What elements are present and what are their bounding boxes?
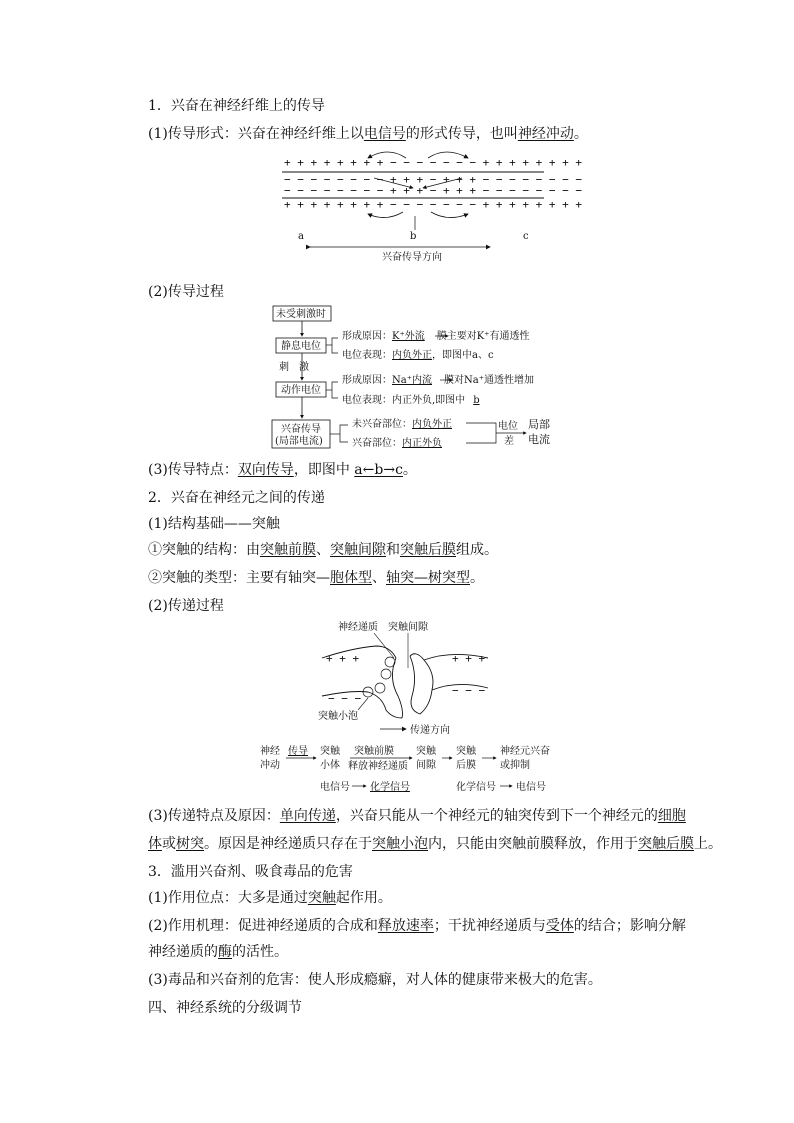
signal-chemical-2: 化学信号	[456, 782, 496, 793]
chain-synaptic-3: 突触	[456, 746, 476, 757]
label-neurotransmitter: 神经递质	[338, 622, 378, 633]
text: 、	[316, 542, 330, 558]
answer-body: 体	[148, 836, 162, 852]
text: 的形式传导，也叫	[405, 126, 518, 142]
text: (3)传递特点及原因：	[148, 808, 280, 824]
chain-terminal: 小体	[320, 760, 340, 771]
fiber-bottom-charges: + + + + + + + + − − − − − − − + + + + + + + +	[284, 198, 583, 211]
signal-electrical-1: 电信号	[320, 782, 350, 793]
conduction-direction-caption: 兴奋传导方向	[382, 252, 442, 263]
answer-cleft: 突触间隙	[330, 542, 386, 558]
answer-cell: 细胞	[657, 808, 686, 824]
text: (1)传导形式：兴奋在神经纤维上以	[148, 126, 364, 142]
chain-nerve: 神经	[260, 746, 280, 757]
current-arrow	[368, 212, 403, 218]
text: 。	[470, 570, 484, 586]
text: ，即图中	[293, 462, 355, 478]
text: 形成原因：	[342, 375, 392, 386]
text: ①突触的结构：由	[148, 542, 260, 558]
text: ②突触的类型：主要有轴突—	[148, 570, 330, 586]
svg-text:电位表现：内负外正，即图中a、c	[342, 348, 494, 361]
section-2-heading: 2．兴奋在神经元之间的传递	[148, 490, 325, 506]
stimulus-label: 刺 激	[279, 362, 309, 373]
answer-sequence: a←b→c	[354, 462, 403, 478]
text: (3)传导特点：	[148, 462, 238, 478]
box-local-current: (局部电流)	[275, 436, 323, 447]
conduction-feature-line	[148, 460, 417, 480]
box-action-potential: 动作电位	[281, 385, 321, 396]
text: 神经递质的	[148, 944, 218, 960]
conduction-flow-diagram	[268, 303, 568, 455]
chain-synaptic-2: 突触	[416, 746, 436, 757]
answer-axo-dendritic: 轴突—树突型	[386, 570, 470, 586]
text: 膜对Na⁺通透性增加	[444, 375, 534, 386]
answer-k-efflux: K⁺外流	[392, 331, 425, 342]
answer-b: b	[473, 395, 480, 406]
text: 起作用。	[335, 890, 392, 906]
text: 兴奋部位：	[352, 438, 402, 449]
chain-cleft: 间隙	[416, 760, 436, 771]
answer-synapse: 突触	[307, 890, 336, 906]
text: 内正外负,即图中	[392, 395, 466, 406]
synapse-structure-line	[148, 540, 498, 560]
label-c: c	[523, 231, 529, 242]
action-site-line	[148, 888, 392, 908]
text: ，兴奋只能从一个神经元的轴突传到下一个神经元的	[335, 808, 658, 824]
chain-release: 释放神经递质	[348, 761, 408, 772]
answer-bidirectional: 双向传导	[237, 462, 294, 478]
text: 和	[386, 542, 400, 558]
answer-unidirectional: 单向传递	[279, 808, 336, 824]
answer-unexcited: 内负外正	[412, 419, 452, 430]
answer-excited: 内正外负	[402, 438, 442, 449]
structure-basis: (1)结构基础——突触	[148, 516, 280, 532]
chain-synaptic: 突触	[320, 746, 340, 757]
answer-post-membrane: 突触后膜	[638, 836, 694, 852]
answer-receptor: 受体	[545, 918, 574, 934]
current-arrow	[431, 212, 468, 218]
text: 。	[402, 462, 417, 478]
transmission-feature-line-1	[148, 806, 686, 826]
result-local: 局部	[528, 418, 550, 431]
potential-difference-label: 电位	[498, 421, 518, 432]
answer-nerve-impulse: 神经冲动	[517, 126, 574, 142]
mechanism-line-2	[148, 942, 288, 962]
synapse-types-line	[148, 568, 484, 588]
chain-conduct: 传导	[288, 746, 308, 757]
svg-text:电位表现：内正外负,即图中b	[342, 393, 480, 406]
post-membrane-plus: + + +	[452, 652, 486, 665]
text: ；干扰神经递质与	[433, 918, 546, 934]
box-resting-potential: 静息电位	[281, 341, 321, 352]
answer-vesicle: 突触小泡	[372, 836, 428, 852]
post-membrane-minus: − − −	[452, 684, 486, 697]
chain-presynaptic: 突触前膜	[354, 746, 394, 757]
answer-na-influx: Na⁺内流	[392, 375, 432, 386]
chain-impulse: 冲动	[260, 760, 280, 771]
box-unstimulated: 未受刺激时	[276, 309, 326, 320]
signal-chemical-1: 化学信号	[370, 782, 410, 793]
text: 。原因是神经递质只存在于	[204, 836, 372, 852]
mechanism-line-1	[148, 916, 686, 936]
answer-enzyme: 酶	[218, 944, 232, 960]
text: 内，只能由突触前膜释放，作用于	[428, 836, 638, 852]
svg-text:兴奋部位：内正外负	[352, 436, 442, 449]
chain-inhibit: 或抑制	[500, 760, 530, 771]
section-1-heading: 1．兴奋在神经纤维上的传导	[148, 98, 325, 114]
text: 或	[162, 836, 176, 852]
potential-difference-label-2: 差	[504, 436, 514, 447]
text: 上。	[694, 836, 722, 852]
text: 未兴奋部位：	[352, 419, 412, 430]
text: (1)作用位点：大多是通过	[148, 890, 308, 906]
svg-text:形成原因：Na⁺内流膜对Na⁺通透性增加	[342, 373, 534, 386]
text: 。	[573, 126, 588, 142]
membrane-plus: + + +	[326, 652, 360, 665]
text: ，即图中a、c	[432, 350, 494, 361]
answer-dendrite: 树突	[176, 836, 204, 852]
membrane-minus: − − −	[328, 692, 362, 705]
answer-electrical-signal: 电信号	[363, 126, 406, 142]
answer-axo-somatic: 胞体型	[330, 570, 372, 586]
label-a: a	[298, 231, 304, 242]
transmission-chain-diagram	[256, 742, 566, 800]
text: 组成。	[456, 542, 498, 558]
synapse-figure	[312, 618, 492, 740]
fiber-inner-charges-2: − − − − − − − − + + + − + + + − − − − − − − −	[284, 184, 583, 197]
section-4-heading: 四、神经系统的分级调节	[148, 1000, 302, 1016]
answer-release-rate: 释放速率	[377, 918, 434, 934]
transmission-direction-label: 传递方向	[410, 725, 450, 736]
text: 膜主要对K⁺有通透性	[436, 331, 530, 342]
chain-excite: 神经元兴奋	[500, 746, 550, 757]
conduction-form-line	[148, 124, 588, 144]
text: 电位表现：	[342, 350, 392, 361]
fiber-inner-charges-1: − − − − − − − − + + + − + + + − − − − − − − −	[284, 173, 583, 186]
label-b: b	[410, 231, 417, 242]
transmission-process-label: (2)传递过程	[148, 598, 224, 614]
svg-text:形成原因：K⁺外流膜主要对K⁺有通透性	[342, 329, 530, 342]
nerve-fiber-figure	[278, 150, 583, 270]
answer-postsynaptic: 突触后膜	[400, 542, 456, 558]
svg-text:未兴奋部位：内负外正	[352, 417, 452, 430]
chain-postsynaptic: 后膜	[456, 760, 476, 771]
transmission-feature-line-2	[148, 834, 722, 854]
label-synaptic-cleft: 突触间隙	[388, 622, 428, 633]
box-conduction: 兴奋传导	[281, 424, 321, 435]
answer-presynaptic: 突触前膜	[260, 542, 316, 558]
harm-line: (3)毒品和兴奋剂的危害：使人形成瘾癖，对人体的健康带来极大的危害。	[148, 972, 602, 988]
section-3-heading: 3．滥用兴奋剂、吸食毒品的危害	[148, 864, 353, 880]
text: 、	[372, 570, 386, 586]
text: 电位表现：	[342, 395, 392, 406]
text: (2)作用机理：促进神经递质的合成和	[148, 918, 378, 934]
text: 的活性。	[232, 944, 288, 960]
signal-electrical-2: 电信号	[516, 782, 546, 793]
text: 形成原因：	[342, 331, 392, 342]
process-label: (2)传导过程	[148, 284, 224, 300]
answer-inner-neg-outer-pos: 内负外正	[392, 350, 432, 361]
label-synaptic-vesicle: 突触小泡	[318, 711, 358, 722]
text: 的结合；影响分解	[573, 918, 686, 934]
result-current: 电流	[528, 433, 550, 446]
fiber-top-charges: + + + + + + + + − − − − − − − + + + + + + + +	[284, 156, 583, 169]
